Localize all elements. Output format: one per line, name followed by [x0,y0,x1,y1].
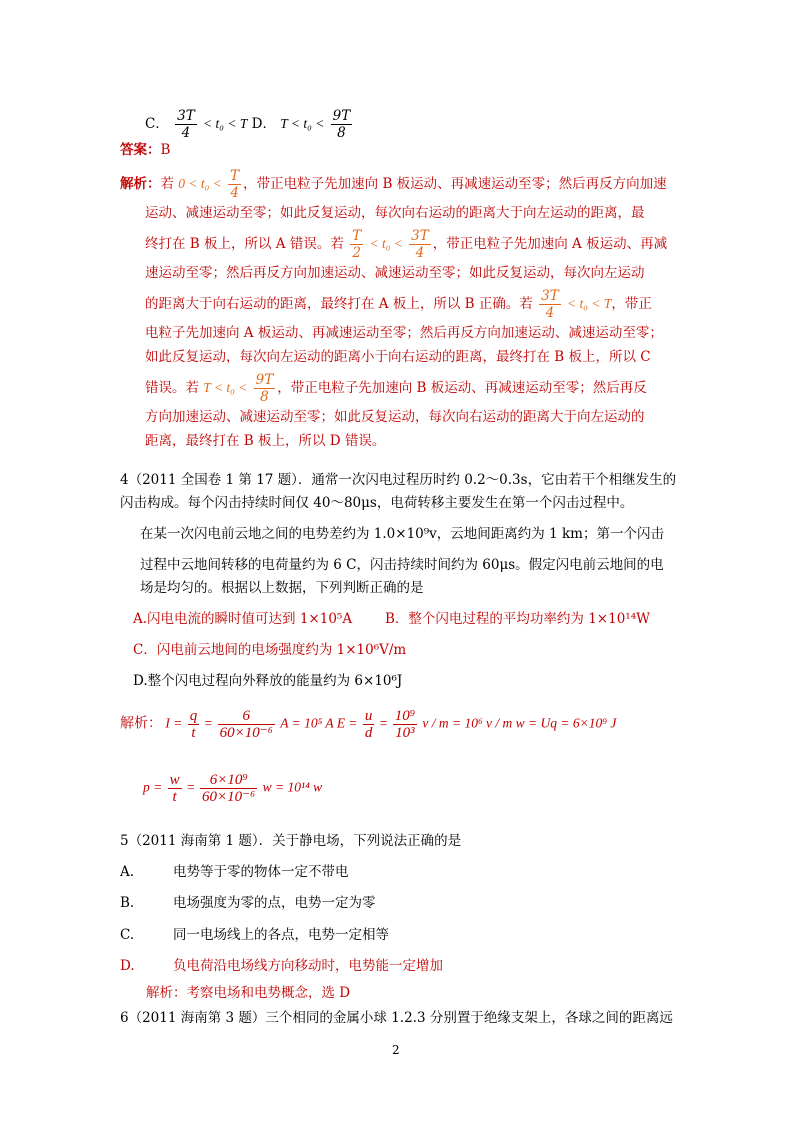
q3-option-c-rest: < t₀ < T [203,116,248,131]
q3-answer [120,140,170,160]
q4-option-a: A.闪电电流的瞬时值可达到 1×10⁵A [133,611,353,627]
q4-option-b: B．整个闪电过程的平均功率约为 1×10¹⁴W [385,611,650,627]
q3-option-d-lead: T < t₀ < [280,116,325,131]
q4-analysis-equation-1: 解析： I = $\frac{q}{t}$ = $\frac{6}{\text{60×10⁻⁶}}$ A = 10⁵ A E = $\frac{u}{d}$ = $\frac{\text{10⁹}}{\text{10³}}$ v / m = 10⁶ v / m w = Uq = 6×10⁹ J [120,708,617,741]
q4-analysis-equation-2: p = $\frac{w}{t}$ = $\frac{\text{6×10⁹}}{\text{60×10⁻⁶}}$ w = 10¹⁴ w [143,772,323,805]
q3-option-c-fraction: $\frac{3T}{4}$ [177,108,195,141]
q5-option-b: B. 电场强度为零的点，电势一定为零 [120,895,376,911]
q3-option-c-label: C． [145,116,169,132]
q3-option-d-label: D． [251,116,276,132]
q3-option-d-fraction: $\frac{9T}{8}$ [332,108,351,141]
analysis-label: 解析： [120,176,161,192]
q3-analysis-line-1: 解析：若 0 < t₀ < $\frac{T}{4}$ ，带正电粒子先加速向 B 板运动、再减速运动至零；然后再反方向加速 [120,168,667,201]
q3-analysis-line-3: 终打在 B 板上，所以 A 错误。若 $\frac{T}{2}$ < t₀ < $\frac{3T}{4}$ ，带正电粒子先加速向 A 板运动、再减 [145,228,668,261]
q6-stem: 6（2011 海南第 3 题）三个相同的金属小球 1.2.3 分别置于绝缘支架上，各球之间的距离远 [120,1010,673,1026]
answer-value: B [160,142,171,158]
q4-option-d: D.整个闪电过程向外释放的能量约为 6×10⁶J [133,673,403,689]
q4-stem-line-4: 过程中云地间转移的电荷量约为 6 C，闪击持续时间约为 60μs。假定闪电前云地间的电 [140,557,664,573]
q3-options-line [145,108,354,141]
q4-stem-line-3: 在某一次闪电前云地之间的电势差约为 1.0×10⁹v，云地间距离约为 1 km；第一个闪击 [140,526,664,542]
q3-analysis-line-7: 如此反复运动，每次向左运动的距离小于向右运动的距离，最终打在 B 板上，所以 C [145,349,651,365]
q3-analysis-line-6: 电粒子先加速向 A 板运动、再减速运动至零；然后再反方向加速运动、减速运动至零； [145,325,663,341]
q4-stem-line-2: 闪击构成。每个闪击持续时间仅 40～80μs，电荷转移主要发生在第一个闪击过程中。 [120,495,634,511]
q3-analysis-line-10: 距离，最终打在 B 板上，所以 D 错误。 [145,433,386,449]
q3-analysis-line-5: 的距离大于向右运动的距离，最终打在 A 板上，所以 B 正确。若 $\frac{3T}{4}$ < t₀ < T，带正 [145,288,652,321]
page-number: 2 [392,1043,400,1057]
q5-option-a: A. 电势等于零的物体一定不带电 [120,864,349,880]
q3-analysis-line-2: 运动、减速运动至零；如此反复运动，每次向右运动的距离大于向左运动的距离，最 [145,205,645,221]
q4-stem-line-1: 4（2011 全国卷 1 第 17 题）．通常一次闪电过程历时约 0.2～0.3s，它由若干个相继发生的 [120,472,677,488]
q5-option-c: C. 同一电场线上的各点，电势一定相等 [120,927,389,943]
q3-analysis-line-4: 速运动至零；然后再反方向加速运动、减速运动至零；如此反复运动，每次向左运动 [145,265,645,281]
q5-stem: 5（2011 海南第 1 题）．关于静电场，下列说法正确的是 [120,833,462,849]
q3-analysis-line-9: 方向加速运动、减速运动至零；如此反复运动，每次向右运动的距离大于向左运动的 [145,409,645,425]
analysis-label: 解析： [120,715,162,732]
q4-stem-line-5: 场是均匀的。根据以上数据，下列判断正确的是 [140,580,424,596]
q4-option-c: C．闪电前云地间的电场强度约为 1×10⁶V/m [133,642,407,658]
q5-option-d: D. 负电荷沿电场线方向移动时，电势能一定增加 [120,958,443,974]
q3-analysis-line-8: 错误。若 T < t₀ < $\frac{9T}{8}$ ，带正电粒子先加速向 B 板运动、再减速运动至零；然后再反 [145,372,647,405]
q5-analysis: 解析：考察电场和电势概念，选 D [146,985,351,1001]
answer-label: 答案： [120,142,161,158]
